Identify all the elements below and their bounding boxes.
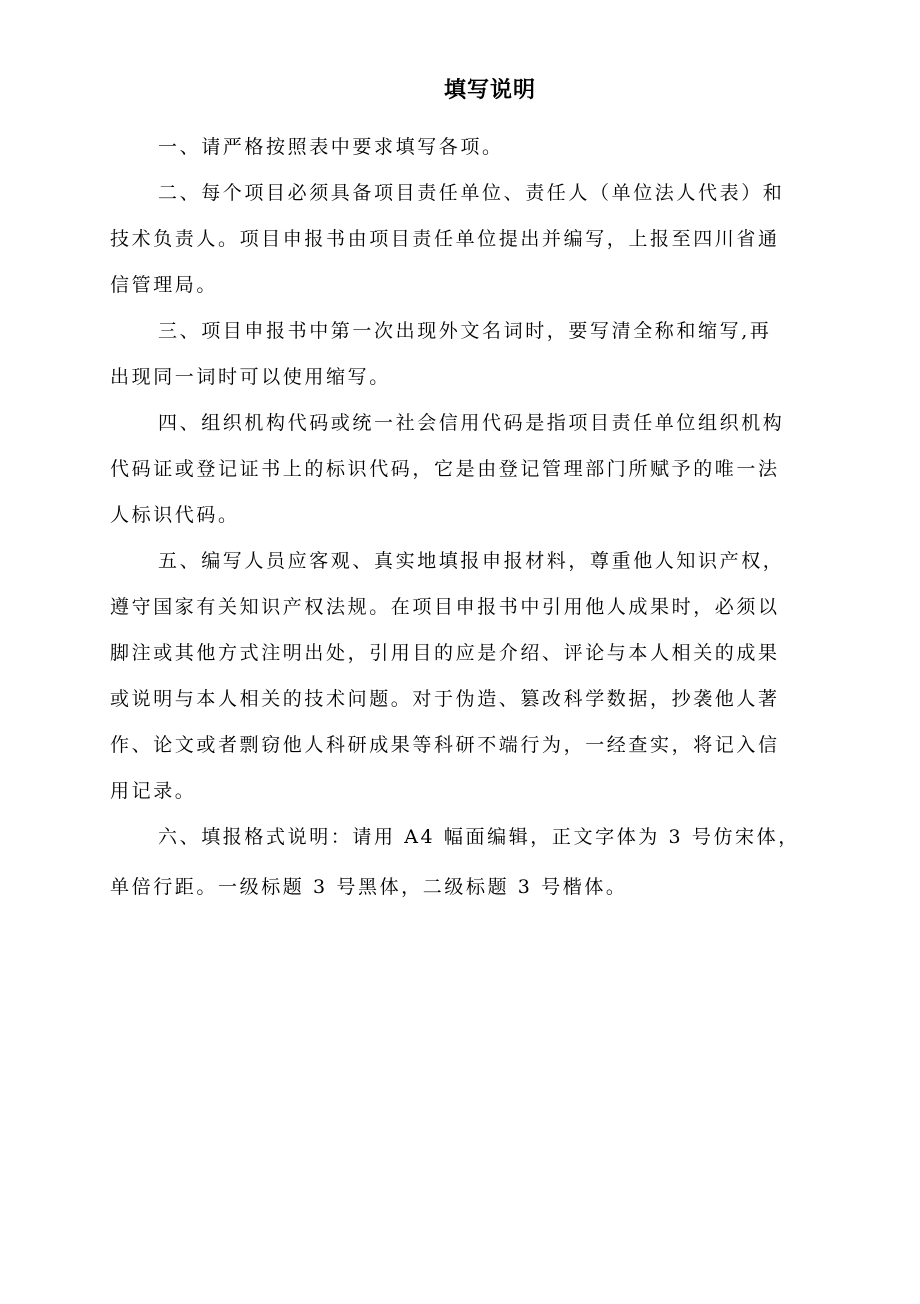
paragraph-line: 遵守国家有关知识产权法规。在项目申报书中引用他人成果时，必须以: [110, 596, 780, 618]
paragraph-line: 单倍行距。一级标题 3 号黑体，二级标题 3 号楷体。: [110, 876, 628, 898]
paragraph-line: 作、论文或者剽窃他人科研成果等科研不端行为，一经查实，将记入信: [110, 734, 780, 756]
paragraph-line: 五、编写人员应客观、真实地填报申报材料，尊重他人知识产权，: [158, 550, 785, 572]
document-body: [110, 124, 830, 910]
paragraph-line: 人标识代码。: [110, 504, 240, 526]
paragraph-line: 或说明与本人相关的技术问题。对于伪造、篡改科学数据，抄袭他人著: [110, 688, 780, 710]
paragraph-line: 二、每个项目必须具备项目责任单位、责任人（单位法人代表）和: [158, 182, 785, 204]
paragraph-line: 六、填报格式说明：请用 A4 幅面编辑，正文字体为 3 号仿宋体，: [158, 826, 800, 848]
paragraph-line: 三、项目申报书中第一次出现外文名词时，要写清全称和缩写,再: [158, 320, 772, 342]
paragraph-line: 四、组织机构代码或统一社会信用代码是指项目责任单位组织机构: [158, 412, 785, 434]
instruction-paragraph-2: [110, 170, 830, 308]
instruction-paragraph-6: [110, 814, 830, 910]
document-title: 填写说明: [443, 78, 536, 103]
paragraph-line: 一、请严格按照表中要求填写各项。: [158, 136, 504, 158]
paragraph-line: 用记录。: [110, 780, 197, 802]
instruction-paragraph-5: [110, 538, 830, 814]
paragraph-line: 脚注或其他方式注明出处，引用目的应是介绍、评论与本人相关的成果: [110, 642, 780, 664]
instruction-paragraph-1: [110, 124, 830, 170]
paragraph-line: 代码证或登记证书上的标识代码，它是由登记管理部门所赋予的唯一法: [110, 458, 780, 480]
instruction-paragraph-4: [110, 400, 830, 538]
paragraph-line: 出现同一词时可以使用缩写。: [110, 366, 391, 388]
instruction-paragraph-3: [110, 308, 830, 400]
paragraph-line: 信管理局。: [110, 274, 219, 296]
paragraph-line: 技术负责人。项目申报书由项目责任单位提出并编写，上报至四川省通: [110, 228, 780, 250]
